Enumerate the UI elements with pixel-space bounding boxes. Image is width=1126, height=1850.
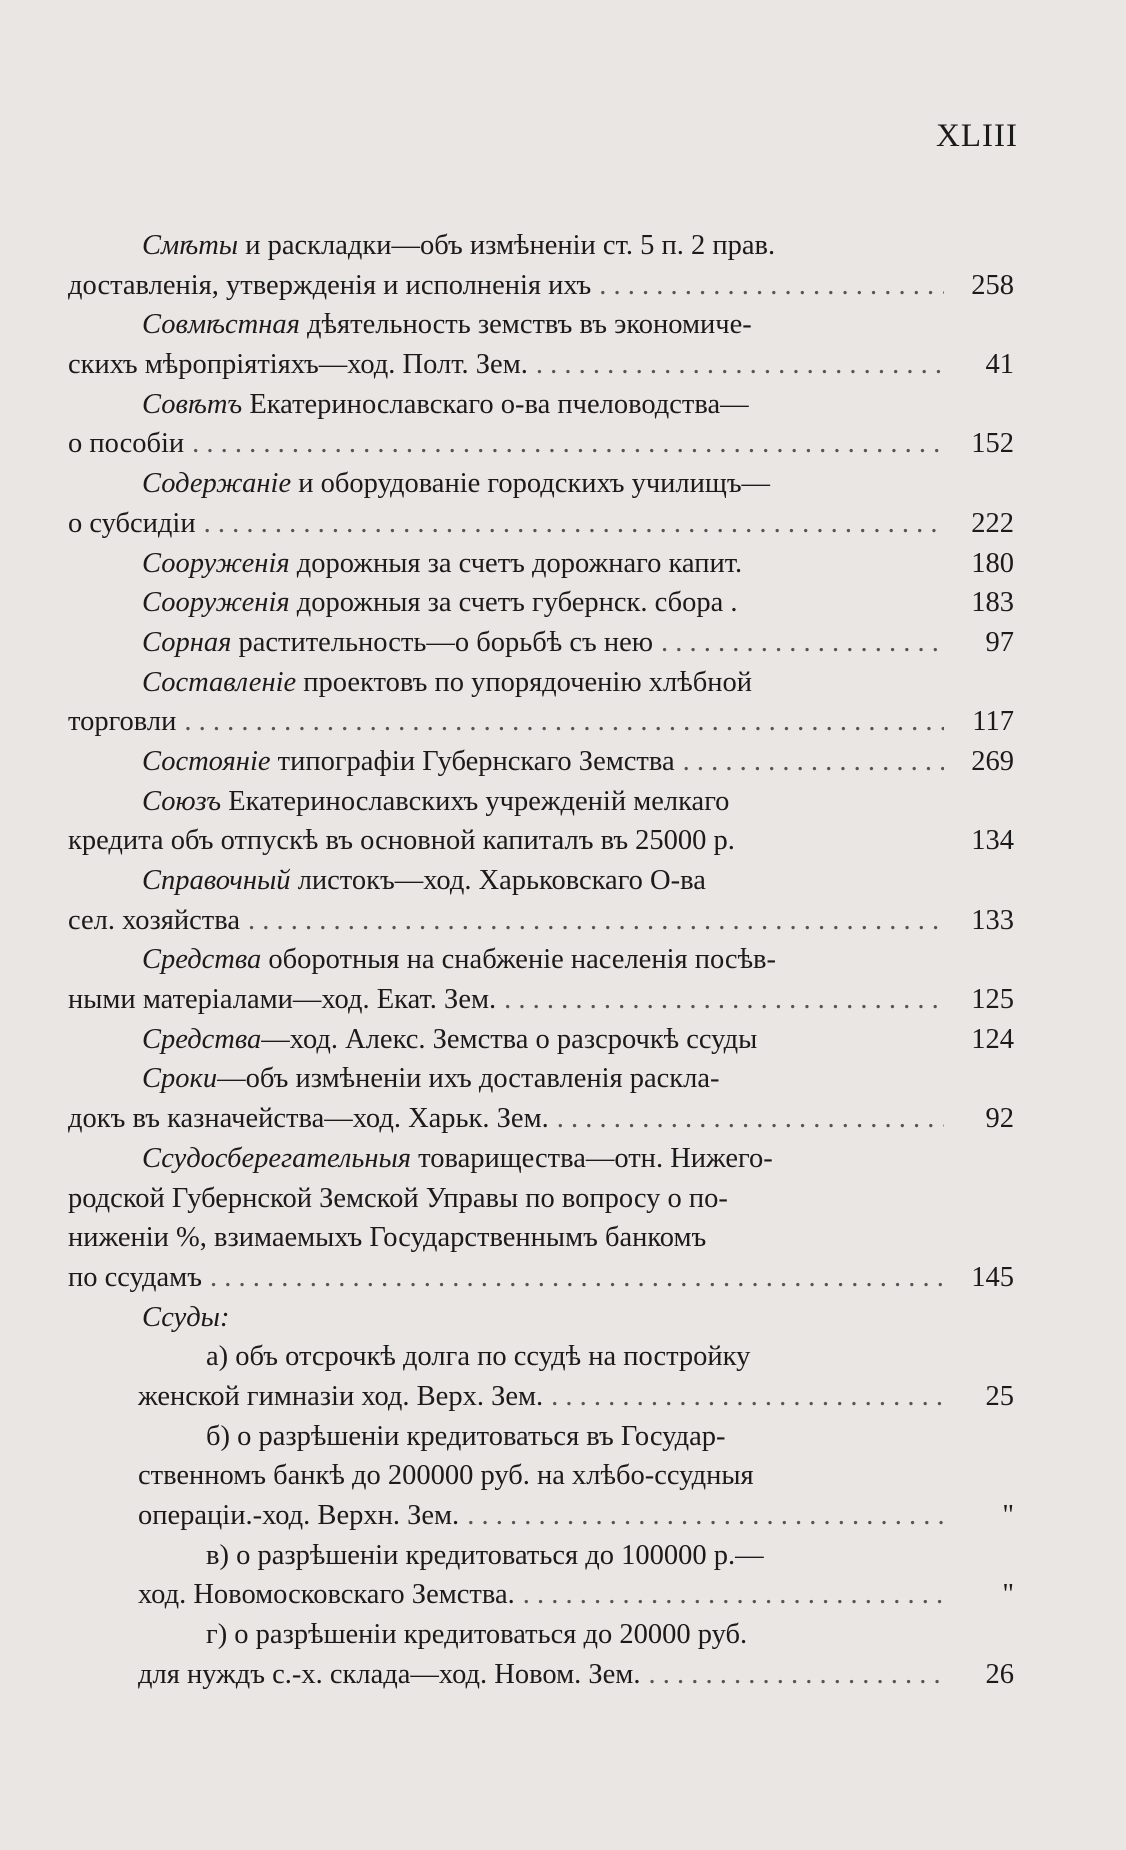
entry-headword: Союзъ (142, 785, 222, 817)
entry-text: ственномъ банкѣ до 200000 руб. на хлѣбо-ссудныя (138, 1460, 754, 1492)
entry-text: операціи.-ход. Верхн. Зем. (138, 1500, 460, 1531)
entry-text: по ссудамъ (68, 1261, 202, 1293)
entry-page: 152 (971, 428, 1014, 460)
index-entry-line (68, 901, 1014, 941)
entry-headword: Сорная (142, 626, 232, 658)
ssudy-item-line (68, 1377, 1014, 1417)
entry-text: о субсидіи (68, 507, 196, 539)
index-entry-line (68, 504, 1014, 544)
index-entry-sredstva-2 (68, 1020, 1014, 1060)
entry-page: 92 (985, 1103, 1014, 1135)
entry-text: доставленія, утвержденія и исполненія ихъ (68, 269, 592, 301)
entry-text: ход. Новомосковскаго Земства. (138, 1579, 515, 1611)
entry-text: товарищества—отн. Нижего- (418, 1142, 773, 1174)
index-entry-sostoyanie (68, 742, 1014, 782)
ssudy-item-a (68, 1337, 1014, 1377)
entry-page: 183 (971, 587, 1014, 619)
index-entry-sooruzheniya-2 (68, 583, 1014, 623)
entry-text: дорожныя за счетъ дорожнаго капит. (296, 547, 743, 579)
index-entry-sooruzheniya-1 (68, 544, 1014, 584)
leader-dots (661, 623, 944, 663)
leader-dots (504, 980, 944, 1020)
index-entry-smety (68, 226, 1014, 266)
entry-text: листокъ—ход. Харьковскаго О-ва (297, 865, 706, 896)
index-entry-spravochny (68, 861, 1014, 901)
leader-dots (683, 742, 944, 782)
leader-dots (648, 1655, 944, 1695)
index-entry-line (68, 1258, 1014, 1298)
entry-headword: Содержаніе (142, 468, 292, 500)
entry-text: торговли (68, 706, 177, 738)
ssudy-item-v (68, 1536, 1014, 1576)
entry-text: дѣятельность земствъ въ экономиче- (307, 309, 752, 341)
leader-dots (536, 345, 944, 385)
entry-page: 124 (971, 1023, 1014, 1055)
entry-page: 97 (985, 626, 1014, 658)
entry-text: а) объ отсрочкѣ долга по ссудѣ на постройку (206, 1341, 751, 1373)
ssudy-item-line (68, 1575, 1014, 1615)
index-entry-sovmestnaya (68, 305, 1014, 345)
leader-dots (192, 424, 944, 464)
entry-page: 269 (971, 745, 1014, 777)
entry-text: и раскладки—объ измѣненіи ст. 5 п. 2 прав. (245, 230, 776, 261)
entry-headword: Ссуды: (142, 1301, 230, 1333)
entry-text: Екатеринославскаго о-ва пчеловодства— (249, 388, 749, 420)
entry-page: 133 (971, 904, 1014, 936)
entry-page: 117 (972, 706, 1014, 738)
entry-text: родской Губернской Земской Управы по вопросу о по- (68, 1182, 728, 1214)
entry-page: 258 (971, 269, 1014, 301)
entry-text: —объ измѣненіи ихъ доставленія раскла- (217, 1063, 720, 1095)
index-entry-line (68, 821, 1014, 861)
entry-text: г) о разрѣшеніи кредитоваться до 20000 руб. (206, 1619, 748, 1651)
entry-headword: Смѣты (142, 230, 239, 261)
entry-text: кредита объ отпускѣ въ основной капиталъ въ 25000 р. (68, 825, 735, 857)
entry-text: дорожныя за счетъ губернск. сбора . (296, 587, 738, 619)
entry-text: проектовъ по упорядоченію хлѣбной (303, 666, 752, 698)
entry-text: для нуждъ с.-х. склада—ход. Новом. Зем. (138, 1658, 641, 1690)
entry-headword: Составленіе (142, 666, 297, 698)
entry-text: растительность—о борьбѣ съ нею (238, 626, 654, 658)
index-entry-line (68, 1218, 1014, 1258)
index-entry-ssudosberegatelnye (68, 1139, 1014, 1179)
leader-dots (557, 1099, 944, 1139)
entry-headword: Средства (142, 944, 262, 976)
index-entry-soyuz (68, 782, 1014, 822)
entry-text: типографіи Губернскаго Земства (277, 745, 675, 777)
index-entry-line (68, 702, 1014, 742)
entry-page: 145 (971, 1261, 1014, 1293)
entry-headword: Сооруженія (142, 547, 290, 579)
entry-page: 25 (985, 1380, 1014, 1412)
index-entry-sornaya (68, 623, 1014, 663)
entry-text: сел. хозяйства (68, 904, 240, 936)
leader-dots (204, 504, 944, 544)
leader-dots (551, 1377, 944, 1417)
leader-dots (210, 1258, 944, 1298)
entry-text: Екатеринославскихъ учрежденій мелкаго (228, 785, 730, 817)
entry-page: 180 (971, 547, 1014, 579)
leader-dots (599, 266, 944, 306)
entry-headword: Совмѣстная (142, 309, 300, 341)
entry-headword: Справочный (142, 865, 291, 896)
index-entry-line (68, 345, 1014, 385)
leader-dots (184, 702, 944, 742)
entry-headword: Средства (142, 1023, 262, 1055)
index-entry-line (68, 980, 1014, 1020)
index-entry-sovet (68, 385, 1014, 425)
entry-text: докъ въ казначейства—ход. Харьк. Зем. (68, 1103, 549, 1135)
entry-text: в) о разрѣшеніи кредитоваться до 100000 р.— (206, 1539, 764, 1571)
ssudy-item-line (68, 1456, 1014, 1496)
entry-headword: Ссудосберегательныя (142, 1142, 412, 1174)
entry-page: 125 (971, 984, 1014, 1016)
entry-text: ниженіи %, взимаемыхъ Государственнымъ банкомъ (68, 1222, 707, 1254)
subject-index (68, 226, 1014, 1694)
entry-page: " (1002, 1579, 1014, 1611)
page-number: XLIII (936, 118, 1018, 154)
leader-dots (523, 1575, 944, 1615)
ssudy-item-b (68, 1417, 1014, 1457)
ssudy-item-line (68, 1496, 1014, 1536)
entry-text: оборотныя на снабженіе населенія посѣв- (268, 944, 777, 976)
leader-dots (248, 901, 944, 941)
index-entry-sroki (68, 1059, 1014, 1099)
entry-page: " (1002, 1500, 1014, 1531)
index-entry-ssudy (68, 1298, 1014, 1338)
entry-text: и оборудованіе городскихъ училищъ— (298, 468, 771, 500)
entry-headword: Сооруженія (142, 587, 290, 619)
entry-text: б) о разрѣшеніи кредитоваться въ Государ- (206, 1420, 726, 1452)
entry-text: —ход. Алекс. Земства о разсрочкѣ ссуды (261, 1023, 758, 1055)
index-entry-line (68, 1179, 1014, 1219)
entry-page: 41 (985, 349, 1014, 381)
entry-text: скихъ мѣропріятіяхъ—ход. Полт. Зем. (68, 349, 528, 381)
entry-headword: Состояніе (142, 745, 271, 777)
ssudy-item-g (68, 1615, 1014, 1655)
index-entry-soderzhanie (68, 464, 1014, 504)
ssudy-item-line (68, 1655, 1014, 1695)
entry-page: 134 (971, 825, 1014, 857)
index-entry-sredstva-1 (68, 940, 1014, 980)
entry-text: ными матеріалами—ход. Екат. Зем. (68, 984, 497, 1016)
index-entry-sostavlenie (68, 663, 1014, 703)
entry-headword: Сроки (142, 1063, 218, 1095)
leader-dots (467, 1496, 944, 1536)
entry-page: 222 (971, 507, 1014, 539)
entry-text: о пособіи (68, 428, 185, 460)
entry-text: женской гимназіи ход. Верх. Зем. (138, 1380, 544, 1412)
entry-headword: Совѣтъ (142, 388, 243, 420)
entry-page: 26 (985, 1658, 1014, 1690)
index-entry-line (68, 1099, 1014, 1139)
index-entry-line (68, 266, 1014, 306)
index-entry-line (68, 424, 1014, 464)
